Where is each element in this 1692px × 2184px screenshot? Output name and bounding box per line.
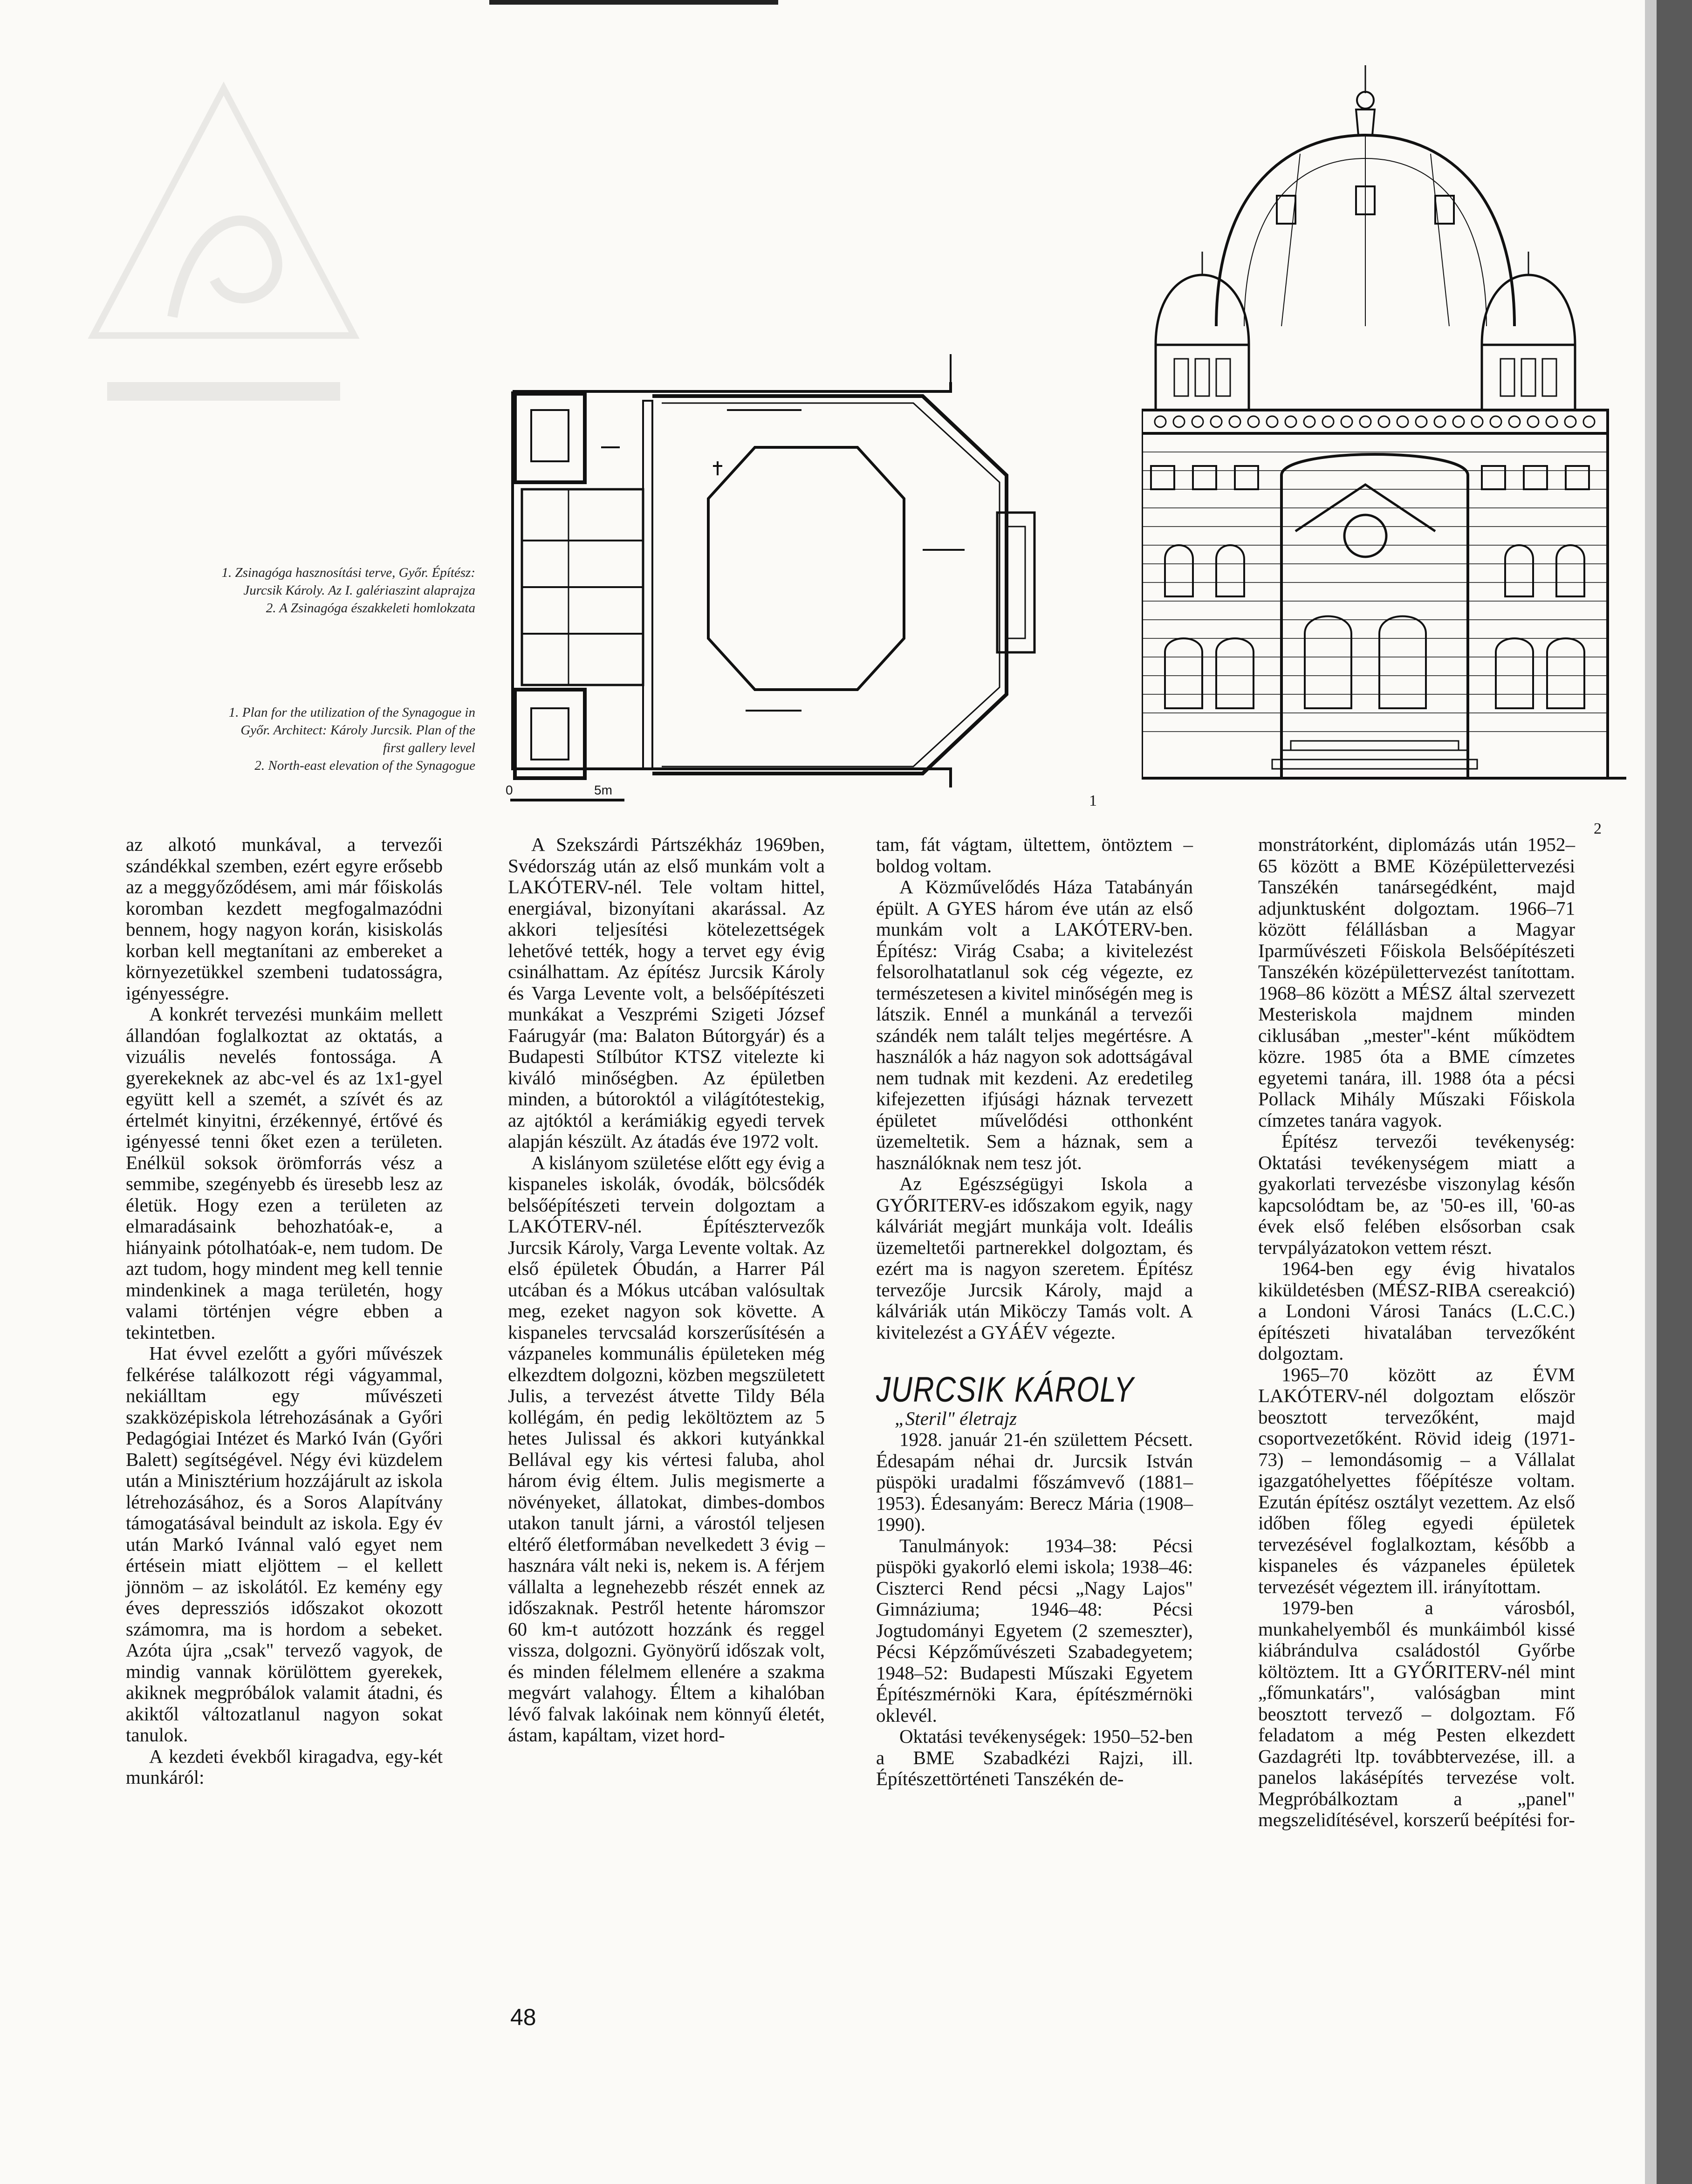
caption-line: first gallery level xyxy=(383,740,475,755)
paragraph: tam, fát vágtam, ültettem, öntöztem – boldog voltam. xyxy=(876,834,1193,876)
caption-line: 1. Zsinagóga hasznosítási terve, Győr. Építész: xyxy=(221,565,475,580)
text-column-3 xyxy=(876,834,1193,1790)
paragraph: A konkrét tervezési munkáim mellett állandóan foglalkoztat az oktatás, a vizuális nevelés fontossága. A gyerekeknek az abc-vel és az 1x1-gyel együtt kell a szemét, a szívét és az értelmét kinyitni, érzékennyé, értővé és igényessé tenni őket ezen a területen. Enélkül soksok örömforrás vész a semmibe, szegényebb és üresebb lesz az életük. Hogy ezen a területen az elmaradásaink behozhatóak-e, a hiányaink pótolhatóak-e, nem tudom. De azt tudom, hogy mindent meg kell tennie mindenkinek a maga területén, hogy valami történjen végre ebben a tekintetben. xyxy=(126,1003,443,1343)
paragraph: A Szekszárdi Pártszékház 1969ben, Svédország után az első munkám volt a LAKÓTERV-nél. Tele voltam hittel, energiával, bizonyítani akarással. Az akkori teljesítési kötelezettségek lehetővé tették, hogy a tervet egy évig csinálhattam. Az építész Jurcsik Károly és Varga Levente volt, a belsőépítészeti munkákat a Veszprémi Szigeti József Faárugyár (ma: Balaton Bútorgyár) és a Budapesti Stílbútor KTSZ vitelezte ki kiváló minőségben. Az épületben minden, a bútoroktól a világítótestekig, az ajtóktól a kerámiákig egyedi tervek alapján készült. Az átadás éve 1972 volt. xyxy=(508,834,825,1152)
caption-line: Győr. Architect: Károly Jurcsik. Plan of the xyxy=(240,723,475,738)
caption-line: 2. A Zsinagóga északkeleti homlokzata xyxy=(266,601,475,616)
scale-bar xyxy=(510,798,624,802)
paragraph: Építész tervezői tevékenység: Oktatási tevékenységem miatt a gyakorlati tervezésbe viszonylag későn kapcsolódtam be, az '50-es ill, '60-as évek első felében elsősorban csak tervpályázatokon vettem részt. xyxy=(1258,1130,1575,1258)
paragraph: Az Egészségügyi Iskola a GYŐRITERV-es időszakom egyik, nagy kálváriát megjárt munkája volt. Ideális üzemeltetői partnerekkel dolgoztam, és ezért ma is nagyon szeretem. Építész tervezője Jurcsik Károly, majd a kálváriák után Miköczy Tamás volt. A kivitelezést a GYÁÉV végezte. xyxy=(876,1173,1193,1343)
text-column-4 xyxy=(1258,834,1575,1831)
paragraph: 1928. január 21-én születtem Pécsett. Édesapám néhai dr. Jurcsik István püspöki uradalmi főszámvevő (1881–1953). Édesanyám: Berecz Mária (1908–1990). xyxy=(876,1429,1193,1535)
section-subtitle: „Steril" életrajz xyxy=(895,1407,1017,1429)
figure-number-1: 1 xyxy=(1089,792,1097,809)
paragraph: A Közművelődés Háza Tatabányán épült. A GYES három éve után az első munkám volt a LAKÓTERV-ben. Építész: Virág Csaba; a kivitelezést felsorolhatatlanul sok cég végezte, ez természetesen a kivitel minőségén meg is látszik. Ennél a munkánál a tervezői szándék nem talált teljes megértésre. A használók a ház nagyon sok adottságával nem tudnak mit kezdeni. Az eredetileg kifejezetten ifjúsági háznak tervezett épületet művelődési otthonként üzemeltetik. Sem a háznak, sem a használóknak nem tesz jót. xyxy=(876,876,1193,1173)
paragraph: az alkotó munkával, a tervezői szándékkal szemben, ezért egyre erősebb az a meggyőződésem, ami már főiskolás koromban kezdett megfogalmazódni bennem, hogy nagyon korán, kisiskolás korban kell megtanítani az embereket a környezetükkel szembeni tudatosságra, igényességre. xyxy=(126,834,443,1004)
watermark-logo xyxy=(79,75,368,429)
top-edge-mark xyxy=(489,0,778,5)
paragraph: 1965–70 között az ÉVM LAKÓTERV-nél dolgoztam először beosztott tervezőként, majd csoportvezetőként. Rövid ideig (1971-73) – lemondásomig – a Vállalat igazgatóhelyettes főépítésze voltam. Ezután építész osztályt vezettem. Az első időben főleg egyedi épületek tervezésével foglalkoztam, később a kispaneles és vázpaneles épületek tervezését végeztem ill. irányítottam. xyxy=(1258,1363,1575,1597)
caption-line: 2. North-east elevation of the Synagogue xyxy=(254,758,475,773)
paragraph: 1979-ben a városból, munkahelyemből és munkáimból kissé kiábrándulva családostól Győrbe költöztem. Itt a GYŐRITERV-nél mint „főmunkatárs", valóságban mint beosztott tervező – dolgoztam. Fő feladatom a még Pesten elkezdett Gazdagréti ltp. továbbtervezése, ill. a panelos lakásépítés tervezése volt. Megpróbálkoztam a „panel" megszelidítésével, korszerű beépítési for- xyxy=(1258,1597,1575,1830)
scale-start-label: 0 xyxy=(506,783,513,797)
section-heading: JURCSIK KÁROLY xyxy=(876,1370,1135,1410)
scale-end-label: 5m xyxy=(594,783,612,797)
paragraph: Tanulmányok: 1934–38: Pécsi püspöki gyakorló elemi iskola; 1938–46: Ciszterci Rend pécsi „Nagy Lajos" Gimnáziuma; 1946–48: Pécsi Jogtudományi Egyetem (2 szemeszter), Pécsi Képzőművészeti Szabadegyetem; 1948–52: Budapesti Műszaki Egyetem Építészmérnöki Kara, építészmérnöki oklevél. xyxy=(876,1534,1193,1726)
floor-plan-drawing xyxy=(503,354,1039,815)
page-number: 48 xyxy=(510,2004,536,2030)
text-column-1 xyxy=(126,834,443,1788)
paragraph: Oktatási tevékenységek: 1950–52-ben a BME Szabadkézi Rajzi, ill. Építészettörténeti Tanszékén de- xyxy=(876,1725,1193,1789)
caption-english xyxy=(70,704,475,774)
paragraph: monstrátorként, diplomázás után 1952–65 között a BME Középülettervezési Tanszékén tanársegédként, majd adjunktusként dolgoztam. 1966–71 között félállásban a Magyar Iparművészeti Főiskola Belsőépítészeti Tanszékén középülettervezést tanítottam. 1968–86 között a MÉSZ által szervezett Mesteriskola majdnem minden ciklusában „mester"-ként működtem közre. 1985 óta a BME címzetes egyetemi tanára, ill. 1988 óta a pécsi Pollack Mihály Műszaki Főiskola címzetes tanára vagyok. xyxy=(1258,834,1575,1131)
binding-edge xyxy=(1657,0,1692,2184)
caption-line: 1. Plan for the utilization of the Synagogue in xyxy=(228,705,475,720)
caption-hungarian xyxy=(70,564,475,617)
binding-shadow xyxy=(1645,0,1657,2184)
paragraph: A kezdeti évekből kiragadva, egy-két munkáról: xyxy=(126,1745,443,1788)
caption-line: Jurcsik Károly. Az I. galériaszint alaprajza xyxy=(243,583,475,598)
figure-number-2: 2 xyxy=(1594,820,1602,837)
text-column-2 xyxy=(508,834,825,1746)
paragraph: A kislányom születése előtt egy évig a kispaneles iskolák, óvodák, bölcsődék belsőépítészeti tervein dolgoztam a LAKÓTERV-nél. Építésztervezők Jurcsik Károly, Varga Levente voltak. Az első épületek Óbudán, a Harrer Pál utcában és a Mókus utcában valósultak meg, ezeket nagyon sok követte. A kispaneles tervcsalád korszerűsítésén a vázpaneles kommunális épületeken még elkezdtem dolgozni, közben megszületett Julis, a tervezést átvette Tildy Béla kollégám, én pedig leköltöztem az 5 hetes Julissal és akkori kutyánkkal Bellával egy kis vértesi faluba, ahol három évig éltem. Julis megismerte a növényeket, állatokat, dimbes-dombos utakon tanult járni, a várostól teljesen eltérő életformában nevelkedett 3 évig – hasznára vált neki is, nekem is. A férjem vállalta a legnehezebb részét ennek az időszaknak. Pestről hetente háromszor 60 km-t autózott hozzánk és reggel vissza, dolgozni. Gyönyörű időszak volt, és minden félelmem ellenére a szakma megvárt valahogy. Éltem a kihalóban lévő falvak lakóinak nem könnyű életét, ástam, kapáltam, vizet hord- xyxy=(508,1151,825,1746)
paragraph: Hat évvel ezelőtt a győri művészek felkérése találkozott régi vágyammal, nekiálltam egy művészeti szakközépiskola létrehozásának a Győri Pedagógiai Intézet és Markó Iván (Győri Balett) segítségével. Négy évi küzdelem után a Minisztérium hozzájárult az iskola létrehozásához, és a Soros Alapítvány támogatásával beindult az iskola. Egy év után Markó Ivánnal való egyet nem értésein miatt eljöttem – el kellett jönnöm – az iskolától. Ez kemény egy éves depressziós időszakot okozott számomra, ma is hordom a sebeket. Azóta újra „csak" tervező vagyok, de mindig vannak körülöttem gyerekek, akiknek megpróbálok valamit átadni, és akiktől változatlanul nagyon sokat tanulok. xyxy=(126,1342,443,1746)
paragraph: 1964-ben egy évig hivatalos kiküldetésben (MÉSZ-RIBA csereakció) a Londoni Városi Tanács (L.C.C.) építészeti hivatalában tervezőként dolgoztam. xyxy=(1258,1258,1575,1364)
elevation-drawing xyxy=(1142,65,1626,792)
